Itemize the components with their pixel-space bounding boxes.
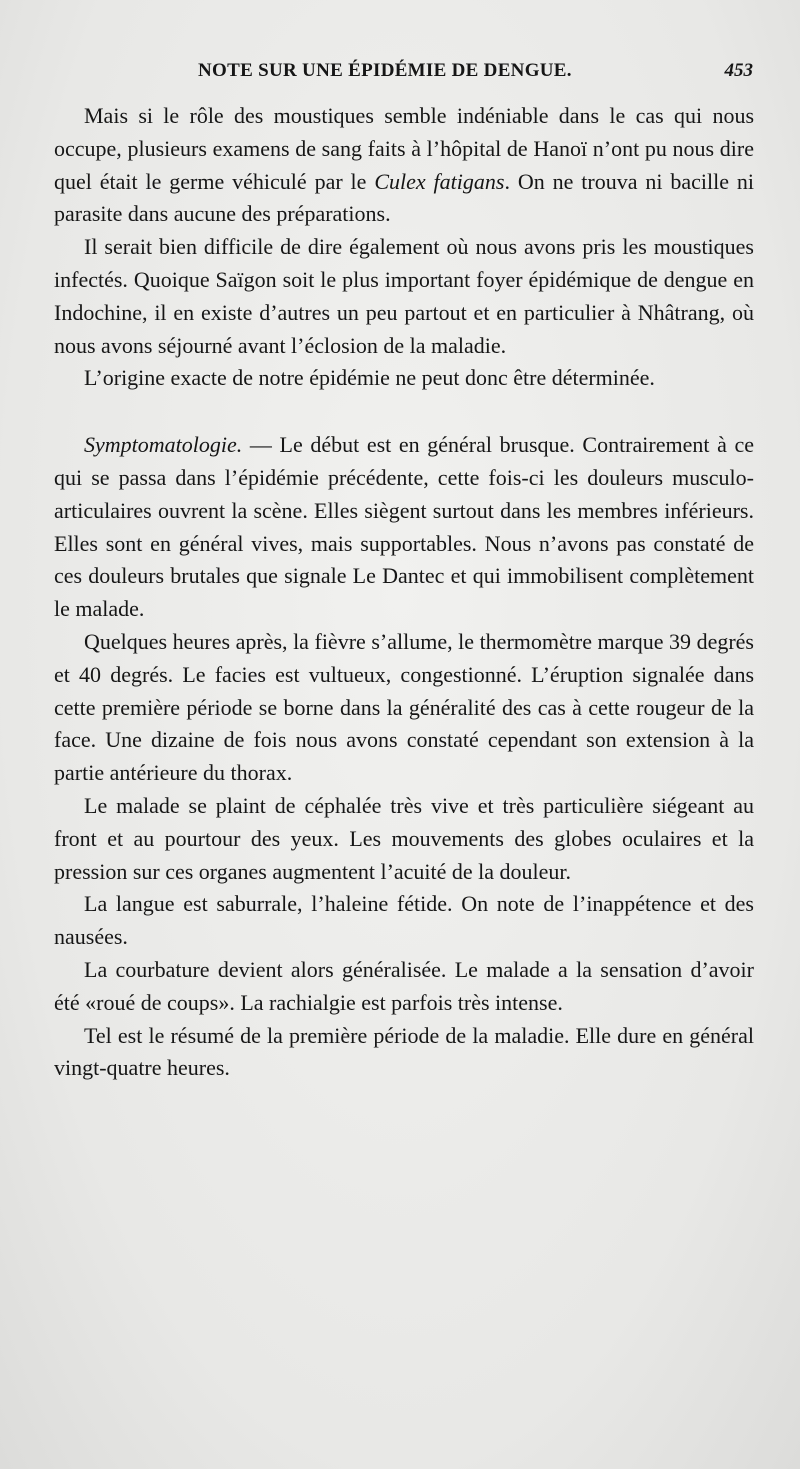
section-paragraph (54, 429, 754, 626)
paragraph: La courbature devient alors généralisée. Le malade a la sensation d’avoir été «roué de coups». La rachialgie est parfois très intense. (54, 956, 754, 1015)
species-name: Culex fatigans (374, 168, 505, 194)
paragraph: Le malade se plaint de céphalée très vive et très particulière siégeant au front et au pourtour des yeux. Les mouvements des globes oculaires et la pression sur ces organes augmentent l’acuité de la douleur. (54, 792, 754, 884)
running-title: NOTE SUR UNE ÉPIDÉMIE DE DENGUE. (198, 60, 572, 81)
paragraph: Quelques heures après, la fièvre s’allume, le thermomètre marque 39 degrés et 40 degrés. Le facies est vultueux, congestionné. L’éruption signalée dans cette première période se borne dans la généralité des cas à cette rougeur de la face. Une dizaine de fois nous avons constaté cependant son extension à la partie antérieure du thorax. (54, 628, 754, 786)
body-text (54, 100, 754, 1085)
paragraph-text: . On ne trouva ni bacille ni parasite dans aucune des préparations. (54, 168, 754, 227)
page-number: 453 (724, 60, 753, 81)
paragraph: Il serait bien difficile de dire également où nous avons pris les moustiques infectés. Quoique Saïgon soit le plus important foyer épidémique de dengue en Indochine, il en existe d’autres un peu partout et en particulier à Nhâtrang, où nous avons séjourné avant l’éclosion de la maladie. (54, 234, 754, 358)
paragraph: L’origine exacte de notre épidémie ne peut donc être déterminée. (84, 365, 655, 391)
paragraph-text: Mais si le rôle des moustiques semble indéniable dans le cas qui nous occupe, plusieurs examens de sang faits à l’hôpital de Hanoï n’ont pu nous dire quel était le germe véhiculé par le (54, 103, 754, 194)
page-header (198, 60, 753, 90)
section-heading: Symptomatologie. (84, 432, 243, 458)
paragraph-text: — Le début est en général brusque. Contrairement à ce qui se passa dans l’épidémie précédente, cette fois-ci les douleurs musculo-articulaires ouvrent la scène. Elles siègent surtout dans les membres inférieurs. Elles sont en général vives, mais supportables. Nous n’avons pas constaté de ces douleurs brutales que signale Le Dantec et qui immobilisent complètement le malade. (54, 432, 754, 622)
paragraph (54, 100, 754, 231)
paragraph: La langue est saburrale, l’haleine fétide. On note de l’inappétence et des nausées. (54, 891, 754, 950)
paragraph: Tel est le résumé de la première période de la maladie. Elle dure en général vingt-quatre heures. (54, 1022, 754, 1081)
